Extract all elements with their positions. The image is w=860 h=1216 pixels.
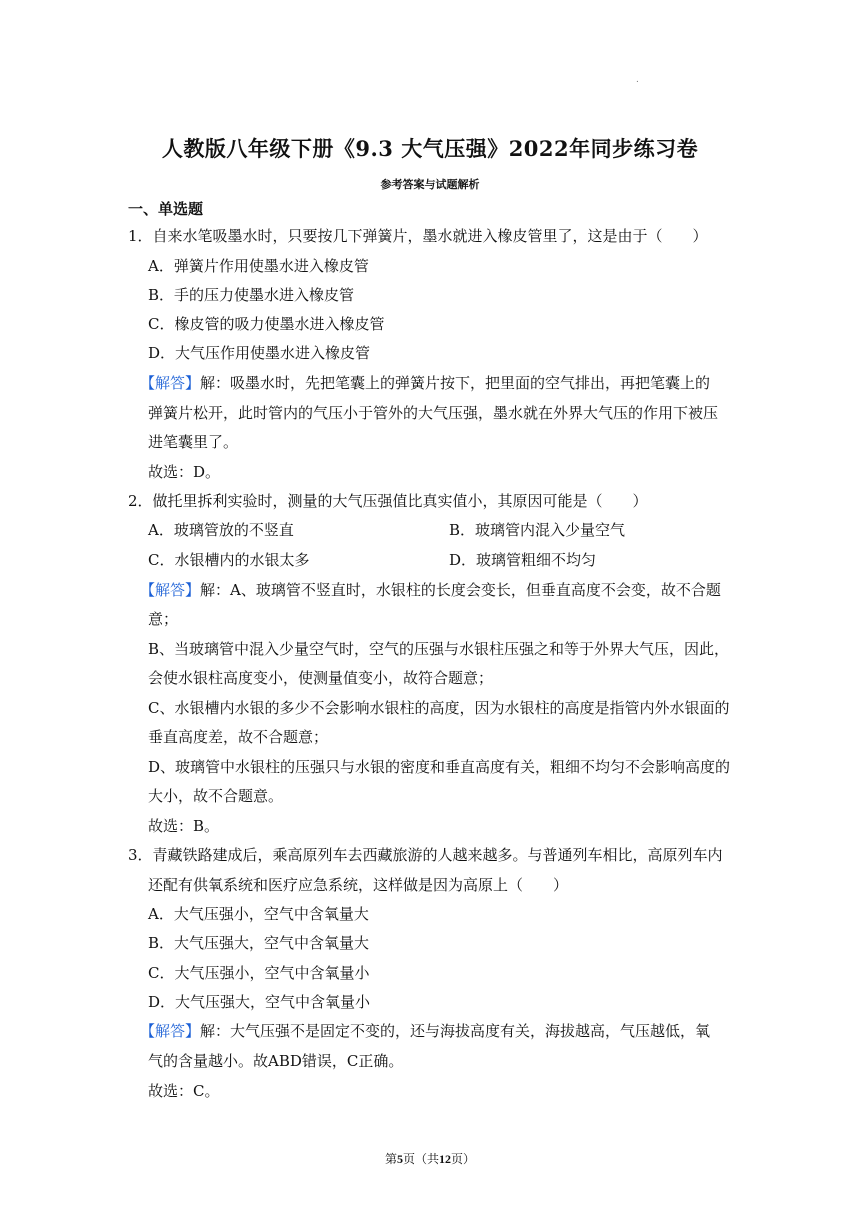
section-heading: 一、单选题 [128, 200, 204, 218]
question-2-answer-line-7: D、玻璃管中水银柱的压强只与水银的密度和垂直高度有关，粗细不均匀不会影响高度的 [148, 758, 731, 776]
question-1-choice: 故选：D。 [148, 463, 221, 481]
header-mark: . [636, 74, 639, 85]
footer-mid: 页（共 [402, 1152, 439, 1166]
question-1-option-a: A．弹簧片作用使墨水进入橡皮管 [148, 257, 369, 275]
question-2-choice: 故选：B。 [148, 817, 220, 835]
answer-text: 解：吸墨水时，先把笔囊上的弹簧片按下，把里面的空气排出，再把笔囊上的 [200, 374, 711, 392]
question-1-answer-line-2: 弹簧片松开，此时管内的气压小于管外的大气压强，墨水就在外界大气压的作用下被压 [148, 404, 719, 422]
question-3-choice: 故选：C。 [148, 1082, 220, 1100]
question-1-option-c: C．橡皮管的吸力使墨水进入橡皮管 [148, 315, 385, 333]
question-2-answer-line-2: 意； [148, 610, 179, 628]
question-3-stem-line-2: 还配有供氧系统和医疗应急系统，这样做是因为高原上（ ） [148, 876, 569, 894]
question-1-option-b: B．手的压力使墨水进入橡皮管 [148, 286, 355, 304]
question-1-option-d: D．大气压作用使墨水进入橡皮管 [148, 344, 371, 362]
page-subtitle: 参考答案与试题解析 [380, 179, 480, 191]
answer-tag: 【解答】 [140, 374, 201, 392]
question-2-answer-line-3: B、当玻璃管中混入少量空气时，空气的压强与水银柱压强之和等于外界大气压，因此， [148, 640, 730, 658]
footer-total-pages: 12 [439, 1152, 451, 1166]
question-2-option-c: C．水银槽内的水银太多 [148, 551, 310, 569]
question-3-option-a: A．大气压强小，空气中含氧量大 [148, 905, 369, 923]
question-2-answer-line-4: 会使水银柱高度变小，使测量值变小，故符合题意； [148, 669, 494, 687]
question-3-option-b: B．大气压强大，空气中含氧量大 [148, 934, 370, 952]
question-2-option-b: B．玻璃管内混入少量空气 [449, 521, 626, 539]
question-2-answer-line-1 [140, 580, 721, 600]
question-3-answer-line-2: 气的含量越小。故ABD错误，C正确。 [148, 1052, 404, 1070]
question-2-option-a: A．玻璃管放的不竖直 [148, 521, 294, 539]
question-1-answer-line-3: 进笔囊里了。 [148, 433, 239, 451]
question-1-answer-line-1 [140, 373, 710, 393]
footer-suffix: 页） [451, 1152, 476, 1166]
question-2-stem: 2．做托里拆利实验时，测量的大气压强值比真实值小，其原因可能是（ ） [128, 492, 648, 510]
question-2-answer-line-8: 大小，故不合题意。 [148, 787, 284, 805]
question-3-answer-line-1 [140, 1021, 710, 1041]
question-2-answer-line-6: 垂直高度差，故不合题意； [148, 728, 329, 746]
page-title: 人教版八年级下册《9.3 大气压强》2022年同步练习卷 [161, 136, 699, 161]
answer-text: 解：A、玻璃管不竖直时，水银柱的长度会变长，但垂直高度不会变，故不合题 [200, 581, 721, 599]
question-1-stem: 1．自来水笔吸墨水时，只要按几下弹簧片，墨水就进入橡皮管里了，这是由于（ ） [128, 227, 708, 245]
answer-tag: 【解答】 [140, 581, 201, 599]
question-2-option-d: D．玻璃管粗细不均匀 [449, 551, 597, 569]
page-footer [0, 1150, 860, 1167]
question-3-option-c: C．大气压强小，空气中含氧量小 [148, 964, 370, 982]
answer-text: 解：大气压强不是固定不变的，还与海拔高度有关，海拔越高，气压越低，氧 [200, 1022, 711, 1040]
footer-page-number: 5 [396, 1152, 403, 1166]
question-3-stem-line-1: 3．青藏铁路建成后，乘高原列车去西藏旅游的人越来越多。与普通列车相比，高原列车内 [128, 846, 723, 864]
footer-prefix: 第 [384, 1152, 397, 1166]
question-3-option-d: D．大气压强大，空气中含氧量小 [148, 993, 371, 1011]
question-2-answer-line-5: C、水银槽内水银的多少不会影响水银柱的高度，因为水银柱的高度是指管内外水银面的 [148, 699, 730, 717]
answer-tag: 【解答】 [140, 1022, 201, 1040]
